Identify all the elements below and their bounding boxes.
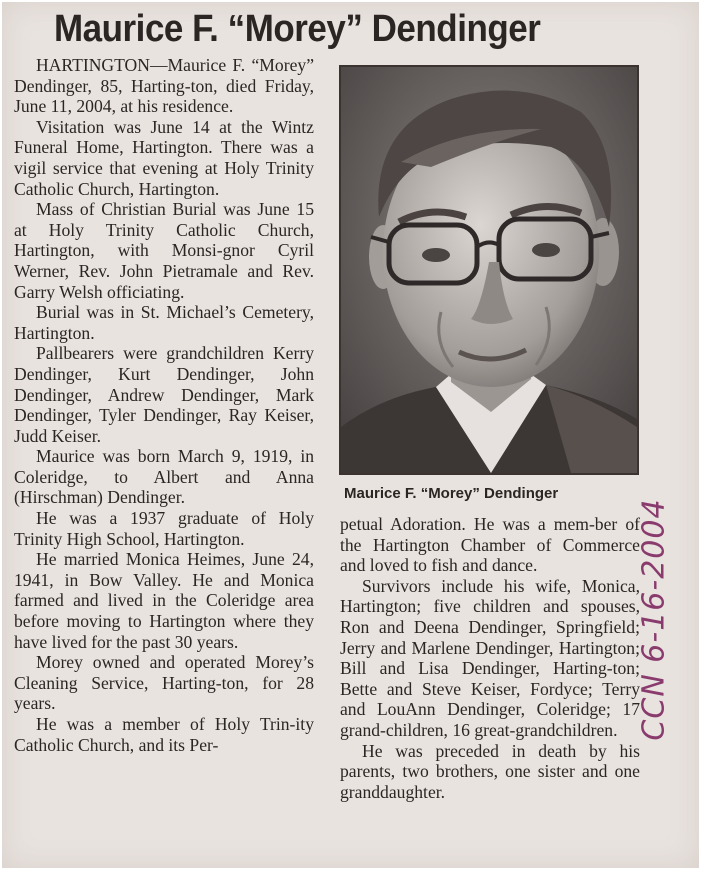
paragraph: Mass of Christian Burial was June 15 at Holy Trinity Catholic Church, Hartington, with Monsi-gnor Cyril Werner, Rev. John Pietramale and Rev. Garry Welsh officiating. bbox=[14, 199, 314, 302]
paragraph: Morey owned and operated Morey’s Cleaning Service, Harting-ton, for 28 years. bbox=[14, 652, 314, 714]
paragraph: Visitation was June 14 at the Wintz Funeral Home, Hartington. There was a vigil service that evening at Holy Trinity Catholic Church, Hartington. bbox=[14, 116, 314, 199]
newspaper-clipping bbox=[2, 2, 699, 868]
paragraph: He was a member of Holy Trin-ity Catholic Church, and its Per- bbox=[14, 714, 314, 755]
paragraph: He was preceded in death by his parents, two brothers, one sister and one granddaughter. bbox=[340, 740, 640, 802]
portrait-illustration bbox=[341, 67, 637, 473]
paragraph: He married Monica Heimes, June 24, 1941, in Bow Valley. He and Monica farmed and lived in the Coleridge area before moving to Hartington where they have lived for the past 30 years. bbox=[14, 549, 314, 652]
right-column bbox=[340, 514, 640, 802]
photo-caption: Maurice F. “Morey” Dendinger bbox=[344, 485, 559, 502]
paragraph: Survivors include his wife, Monica, Hartington; five children and spouses, Ron and Deena Dendinger, Springfield; Jerry and Marlene Dendinger, Hartington; Bill and Lisa Dendinger, Harting-ton; Bette and Steve Keiser, Fordyce; Terry and LouAnn Dendinger, Coleridge; 17 grand-children, 16 great-grandchildren. bbox=[340, 575, 640, 740]
paragraph: Pallbearers were grandchildren Kerry Dendinger, Kurt Dendinger, John Dendinger, Andrew Dendinger, Mark Dendinger, Tyler Dendinger, Ray Keiser, Judd Keiser. bbox=[14, 343, 314, 446]
handwritten-date-note bbox=[628, 498, 678, 742]
paragraph: He was a 1937 graduate of Holy Trinity High School, Hartington. bbox=[14, 508, 314, 549]
handwritten-note-text: CCN 6-16-2004 bbox=[636, 498, 672, 741]
paragraph: Maurice was born March 9, 1919, in Coleridge, to Albert and Anna (Hirschman) Dendinger. bbox=[14, 446, 314, 508]
paragraph: HARTINGTON—Maurice F. “Morey” Dendinger, 85, Harting-ton, died Friday, June 11, 2004, at his residence. bbox=[14, 55, 314, 117]
left-column bbox=[14, 55, 314, 755]
paragraph: Burial was in St. Michael’s Cemetery, Hartington. bbox=[14, 302, 314, 343]
portrait-photo bbox=[339, 65, 639, 475]
obituary-headline: Maurice F. “Morey” Dendinger bbox=[54, 8, 541, 50]
paragraph: petual Adoration. He was a mem-ber of the Hartington Chamber of Commerce and loved to fish and dance. bbox=[340, 514, 640, 576]
